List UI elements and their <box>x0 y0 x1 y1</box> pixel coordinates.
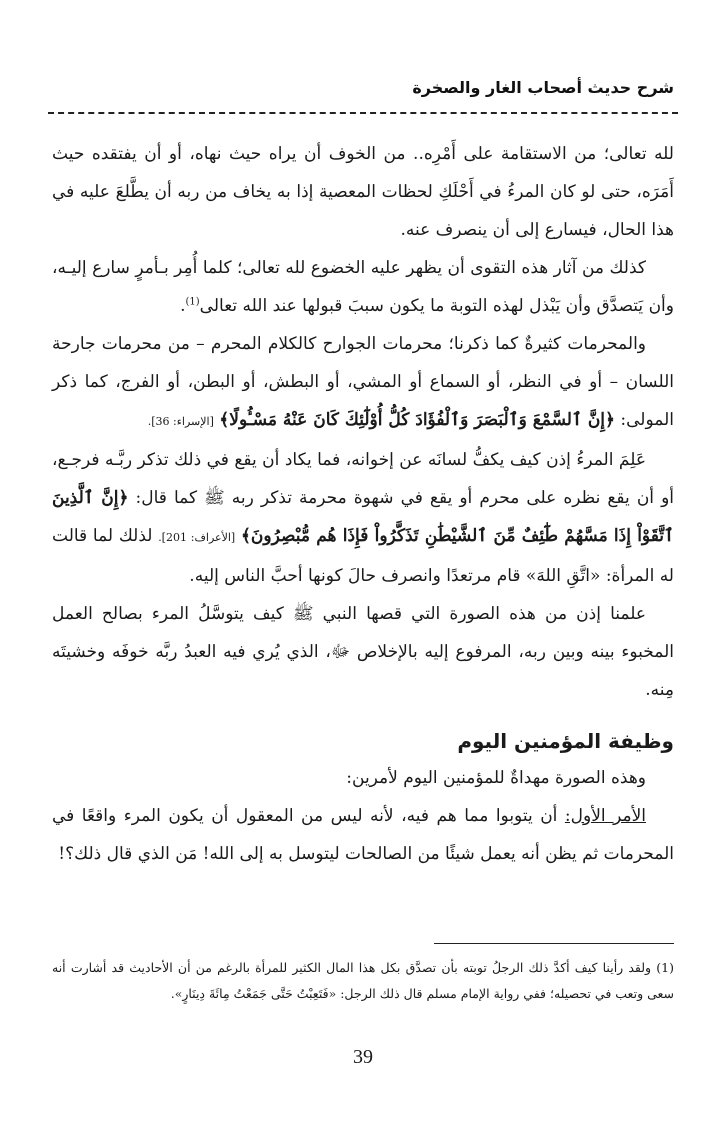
header-divider <box>48 112 678 114</box>
footnote-divider <box>434 943 674 944</box>
page-number: 39 <box>353 1046 373 1068</box>
footnote: (1) ولقد رأينا كيف أكدَّ ذلك الرجلُ توبته بأن تصدَّق بكل هذا المال الكثير للمرأة بالرغم من أن الأحاديث قد أشارت أنه سعى وتعب في تحصيله؛ ففي رواية الإمام مسلم قال ذلك الرجل: «فَتَعِبْتُ حَتَّى جَمَعْتُ مِائَةَ دِينَارٍ». <box>52 960 674 1001</box>
section-intro: وهذه الصورة مهداةٌ للمؤمنين اليوم لأمرين: <box>346 768 646 788</box>
footnote-marker: (1) <box>185 296 200 308</box>
paragraph-1: لله تعالى؛ من الاستقامة على أَمْرِه.. من الخوف أن يراه حيث نهاه، أو أن يفتقده حيث أَمَرَه، حتى لو كان المرءُ في أَحْلَكِ لحظات المعصية إذا به يخاف من ربه أن يطَّلعَ عليه في هذا الحال، فيسارع إلى أن ينصرف عنه. <box>52 144 674 240</box>
verse-reference-araf: [الأعراف: 201]. <box>158 531 236 544</box>
first-matter-paragraph <box>52 797 674 873</box>
paragraph-3-text: والمحرمات كثيرةٌ كما ذكرنا؛ محرمات الجوارح كالكلام المحرم – من محرمات جارحة اللسان – أو في النظر، أو السماع أو المشي، أو البطش، أو البطن، أو الفرج، كما ذكر المولى: <box>52 334 674 430</box>
paragraph-4 <box>52 441 674 595</box>
section-heading: وظيفة المؤمنين اليوم <box>457 729 674 753</box>
paragraph-5: علمنا إذن من هذه الصورة التي قصها النبي ﷺ كيف يتوسَّلُ المرء بصالح العمل المخبوء بينه وبين ربه، المرفوع إليه بالإخلاص ﷻ، الذي يُري فيه العبدُ ربَّه خوفَه وخشيتَه مِنه. <box>52 604 674 700</box>
first-matter-label: الأمر الأول: <box>564 806 647 826</box>
paragraph-4-text: عَلِمَ المرءُ إذن كيف يكفُّ لسانَه عن إخوانه، فما يكاد أن يقع في ذلك تذكر ربَّـه فرجـع، أو أن يقع نظره على محرم أو يقع في شهوة محرمة تذكر ربه ﷺ كما قال: <box>52 450 675 508</box>
body-text <box>52 135 674 873</box>
paragraph-2-text: كذلك من آثار هذه التقوى أن يظهر عليه الخضوع لله تعالى؛ كلما أُمِر بـأمرٍ سارع إليـه، وأن يَتصدَّق وأن يَبْذل لهذه التوبة ما يكون سببَ قبولها عند الله تعالى <box>52 258 674 316</box>
paragraph-2: كذلك من آثار هذه التقوى أن يظهر عليه الخضوع لله تعالى؛ كلما أُمِر بـأمرٍ سارع إليـه، وأن يَتصدَّق وأن يَبْذل لهذه التوبة ما يكون سببَ قبولها عند الله تعالى$^{(1)}$. <box>52 258 674 316</box>
running-header: شرح حديث أصحاب الغار والصخرة <box>412 78 674 97</box>
verse-reference-isra: [الإسراء: 36]. <box>147 415 214 428</box>
paragraph-3 <box>52 325 674 441</box>
paragraph-4-tail: لذلك لما قالت له المرأة: «اتَّقِ اللهَ» قام مرتعدًا وانصرف حالَ كونها أحبَّ الناس إليه. <box>52 526 674 586</box>
quran-verse-araf: ﴿إِنَّ ٱلَّذِينَ ٱتَّقَوْاْ إِذَا مَسَّهُمْ طَٰٓئِفٌ مِّنَ ٱلشَّيْطَٰنِ تَذَكَّرُواْ فَإِذَا هُم مُّبْصِرُونَ﴾ <box>52 488 674 546</box>
quran-verse-isra: ﴿إِنَّ ٱلسَّمْعَ وَٱلْبَصَرَ وَٱلْفُؤَادَ كُلُّ أُوْلَٰٓئِكَ كَانَ عَنْهُ مَسْـُٔولًا﴾ <box>219 410 615 430</box>
first-matter-text: أن يتوبوا مما هم فيه، لأنه ليس من المعقول أن يكون المرء واقعًا في المحرمات ثم يظن أنه يعمل شيئًا من الصالحات ليتوسل به إلى الله! مَن الذي قال ذلك؟! <box>52 806 674 864</box>
